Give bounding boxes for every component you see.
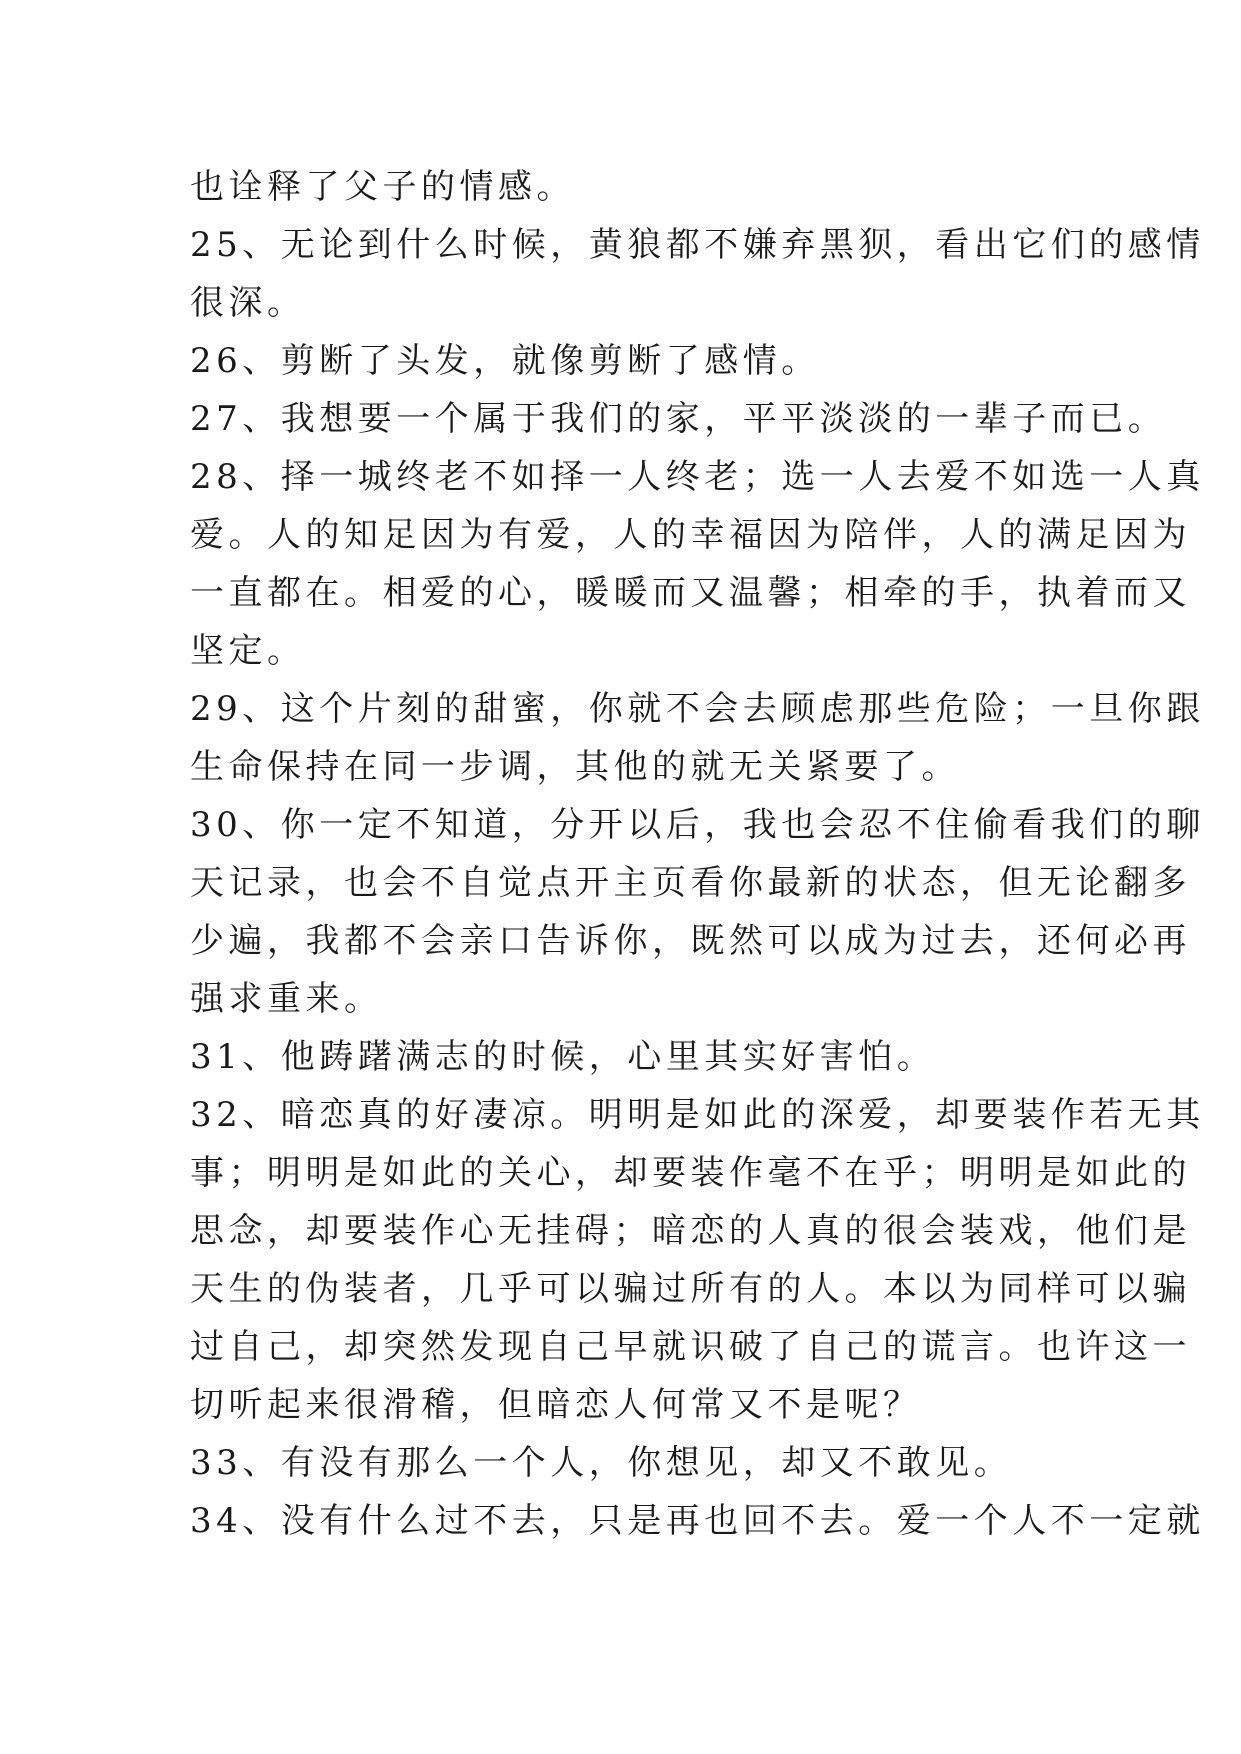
text-line-7: 爱。人的知足因为有爱，人的幸福因为陪伴，人的满足因为 <box>190 515 1191 555</box>
text-line-11: 生命保持在同一步调，其他的就无关紧要了。 <box>190 747 960 787</box>
text-line-8: 一直都在。相爱的心，暖暖而又温馨；相牵的手，执着而又 <box>190 573 1191 613</box>
text-line-18: 事；明明是如此的关心，却要装作毫不在乎；明明是如此的 <box>190 1153 1191 1193</box>
text-line-4: 26、剪断了头发，就像剪断了感情。 <box>190 341 820 381</box>
text-line-14: 少遍，我都不会亲口告诉你，既然可以成为过去，还何必再 <box>190 921 1191 961</box>
text-line-20: 天生的伪装者，几乎可以骗过所有的人。本以为同样可以骗 <box>190 1269 1191 1309</box>
text-line-12: 30、你一定不知道，分开以后，我也会忍不住偷看我们的聊 <box>190 805 1205 845</box>
text-line-13: 天记录，也会不自觉点开主页看你最新的状态，但无论翻多 <box>190 863 1191 903</box>
text-line-15: 强求重来。 <box>190 979 383 1019</box>
text-line-3: 很深。 <box>190 283 306 323</box>
text-line-24: 34、没有什么过不去，只是再也回不去。爱一个人不一定就 <box>190 1501 1205 1541</box>
text-line-21: 过自己，却突然发现自己早就识破了自己的谎言。也许这一 <box>190 1327 1191 1367</box>
text-line-5: 27、我想要一个属于我们的家，平平淡淡的一辈子而已。 <box>190 399 1167 439</box>
text-line-9: 坚定。 <box>190 631 306 671</box>
text-line-17: 32、暗恋真的好凄凉。明明是如此的深爱，却要装作若无其 <box>190 1095 1205 1135</box>
text-line-23: 33、有没有那么一个人，你想见，却又不敢见。 <box>190 1443 1013 1483</box>
text-line-1: 也诠释了父子的情感。 <box>190 167 575 207</box>
text-line-10: 29、这个片刻的甜蜜，你就不会去顾虑那些危险；一旦你跟 <box>190 689 1205 729</box>
text-line-19: 思念，却要装作心无挂碍；暗恋的人真的很会装戏，他们是 <box>190 1211 1191 1251</box>
document-body <box>190 158 1205 1550</box>
text-line-6: 28、择一城终老不如择一人终老；选一人去爱不如选一人真 <box>190 457 1205 497</box>
text-line-16: 31、他踌躇满志的时候，心里其实好害怕。 <box>190 1037 936 1077</box>
text-line-2: 25、无论到什么时候，黄狼都不嫌弃黑狈，看出它们的感情 <box>190 225 1205 265</box>
text-line-22: 切听起来很滑稽，但暗恋人何常又不是呢？ <box>190 1385 922 1425</box>
